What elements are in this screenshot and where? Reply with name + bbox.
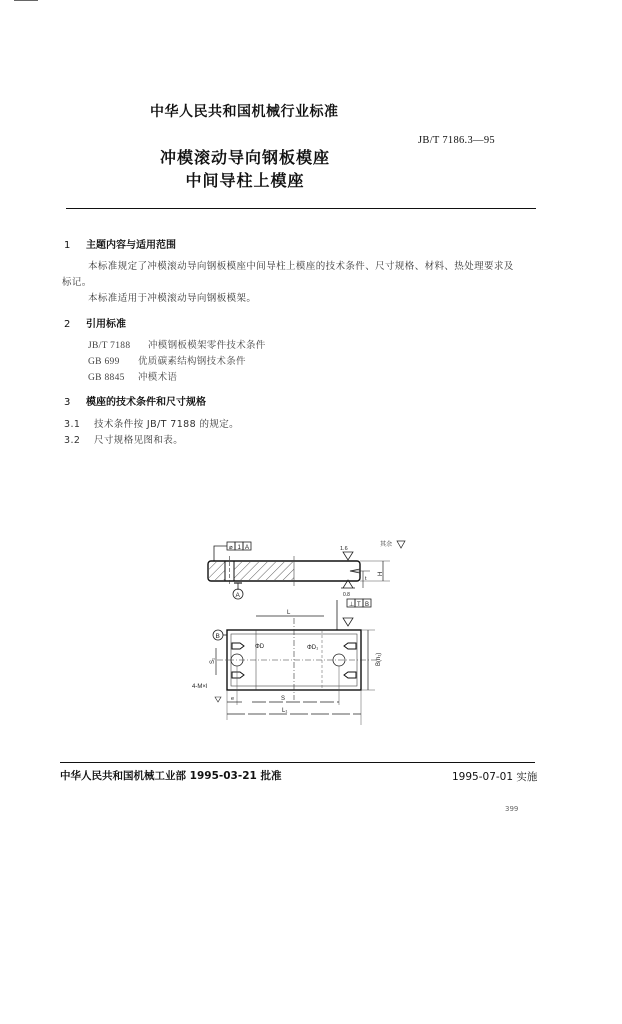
section-1-paragraph-2: 本标准适用于冲模滚动导向钢板模架。 [88,293,257,304]
dim-s1: S₁ [210,657,216,664]
reference-title: 冲模钢板模架零件技术条件 [148,340,266,351]
reference-item [88,353,246,367]
reference-item [88,369,177,383]
dim-t: t [365,576,367,582]
section-view [208,540,405,599]
document-title-line1: 冲模滚动导向钢板模座 [159,148,330,167]
footer-divider [60,762,535,763]
section-3-heading [64,393,206,408]
plan-view [192,599,382,725]
section-1-paragraph-1: 本标准规定了冲模滚动导向钢板模座中间导柱上模座的技术条件、尺寸规格、材料、热处理要求及 [88,261,514,272]
dim-d1: ΦD₁ [307,645,319,651]
section-title: 引用标准 [86,319,126,330]
section-number: 1 [64,240,71,251]
reference-code: GB 8845 [88,373,125,383]
clause-3-1 [64,416,239,430]
svg-text:B: B [365,602,370,608]
dim-b: B(h₁) [376,652,382,666]
reference-code: GB 699 [88,357,120,367]
section-number: 2 [64,319,71,330]
clause-3-2 [64,432,183,446]
dim-l: L [287,610,291,616]
svg-text:1: 1 [237,545,241,551]
svg-text:1.6: 1.6 [340,546,348,552]
section-1-paragraph-1-cont: 标记。 [62,277,92,288]
approval-note: 中华人民共和国机械工业部 1995-03-21 批准 [60,770,282,782]
dim-l1: L₁ [282,708,288,714]
scan-corner-mark [14,0,38,1]
svg-text:0.8: 0.8 [343,592,350,598]
page-number: 399 [505,805,519,813]
datum-a-label: A [235,592,240,599]
roughness-other-label: 其余 [380,542,393,548]
thread-note: 4-M×l [192,684,208,690]
technical-drawing [190,520,420,725]
section-1-heading [64,236,176,251]
dim-h: H [378,571,384,576]
dim-s: S [281,696,286,702]
clause-number: 3.2 [64,435,81,446]
dim-e: e [231,696,235,702]
implementation-date: 1995-07-01 实施 [452,771,538,783]
section-2-heading [64,315,126,330]
reference-item [88,337,266,351]
header-divider [66,208,536,209]
organization-title: 中华人民共和国机械行业标准 [150,104,339,120]
tolerance-symbol: ⌀ [229,545,233,551]
reference-title: 冲模术语 [138,372,178,383]
svg-text:T: T [357,602,361,608]
document-title-line2: 中间导柱上模座 [185,171,305,190]
clause-text: 技术条件按 JB/T 7188 的规定。 [94,419,240,430]
datum-b-label: B [215,633,220,640]
standard-code: JB/T 7186.3—95 [418,135,495,146]
section-number: 3 [64,397,71,408]
section-title: 模座的技术条件和尺寸规格 [86,397,206,408]
reference-title: 优质碳素结构钢技术条件 [138,356,246,367]
reference-code: JB/T 7188 [88,341,131,351]
svg-text:⊥: ⊥ [349,602,355,608]
clause-number: 3.1 [64,419,81,430]
section-title: 主题内容与适用范围 [86,240,176,251]
svg-text:A: A [245,545,250,551]
clause-text: 尺寸规格见图和表。 [94,435,184,446]
dim-d: ΦD [255,644,265,650]
